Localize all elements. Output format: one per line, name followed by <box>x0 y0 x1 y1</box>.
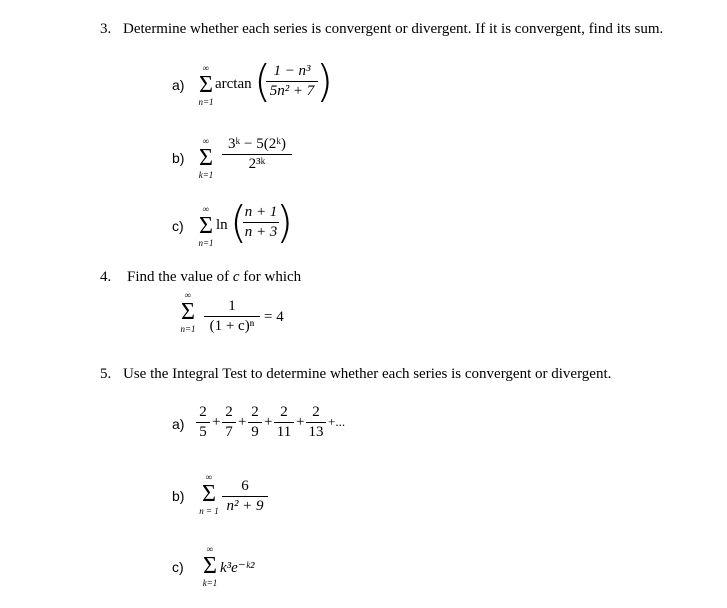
q5a-term-3-den: 9 <box>251 424 259 440</box>
q3-number: 3. <box>100 21 112 37</box>
left-paren-icon: ( <box>230 197 248 248</box>
right-paren-icon: ) <box>276 197 294 248</box>
sigma-icon: Σ <box>202 481 216 507</box>
q5b-label: b) <box>172 488 185 504</box>
q3c-numerator: n + 1 <box>244 204 278 220</box>
q4-prompt <box>127 269 301 286</box>
q5a-term-3 <box>248 404 262 441</box>
q3b-label: b) <box>172 150 185 166</box>
q3a-upper: ∞ <box>202 63 210 73</box>
q5a-plus: + <box>212 414 221 430</box>
q5-prompt: Use the Integral Test to determine whether each series is convergent or divergent. <box>123 366 612 382</box>
q3b-numerator: 3ᵏ − 5(2ᵏ) <box>228 136 286 152</box>
q4-lower: n=1 <box>180 324 196 334</box>
q3c-label: c) <box>172 218 184 234</box>
sigma-icon: Σ <box>199 213 213 239</box>
q5a-tail: +... <box>328 414 346 429</box>
q3a-label: a) <box>172 77 185 93</box>
q3c-upper: ∞ <box>202 204 210 214</box>
q3c-fraction <box>243 204 279 241</box>
q5a-term-2-den: 7 <box>225 424 233 440</box>
q5a-term-4-num: 2 <box>280 404 288 420</box>
q5c-upper: ∞ <box>206 544 214 554</box>
right-paren-icon: ) <box>316 56 334 107</box>
q4-number: 4. <box>100 269 112 285</box>
sigma-icon: Σ <box>203 553 217 579</box>
q5a-label: a) <box>172 416 185 432</box>
q3a-lower: n=1 <box>198 97 214 107</box>
q3b-fraction <box>222 136 292 173</box>
q3a-numerator: 1 − n³ <box>273 63 311 79</box>
q3a-denominator: 5n² + 7 <box>269 83 315 99</box>
q3c-sum <box>196 205 216 248</box>
q5a-term-4 <box>274 404 294 441</box>
q5a-term-5 <box>306 404 326 441</box>
q5c-sum <box>200 545 220 588</box>
q4-prompt-pre: Find the value of <box>127 269 233 285</box>
q3c-func: ln <box>216 217 228 233</box>
q5b-upper: ∞ <box>205 472 213 482</box>
q5a-term-5-num: 2 <box>312 404 320 420</box>
q5b-numerator: 6 <box>241 478 249 494</box>
q4-sum <box>176 291 200 334</box>
q4-upper: ∞ <box>184 290 192 300</box>
q5b-fraction <box>222 478 268 515</box>
q5c-label: c) <box>172 559 184 575</box>
q5a-plus: + <box>238 414 247 430</box>
q4-prompt-post: for which <box>239 269 302 285</box>
q3b-lower: k=1 <box>198 170 214 180</box>
q5a-term-5-den: 13 <box>308 424 324 440</box>
q4-denominator: (1 + c)ⁿ <box>209 318 255 334</box>
q5a-plus: + <box>264 414 273 430</box>
q5a-term-2-num: 2 <box>225 404 233 420</box>
q3a-func: arctan <box>215 76 252 92</box>
q5a-term-2 <box>222 404 236 441</box>
q5b-lower: n = 1 <box>199 506 219 516</box>
q5-number: 5. <box>100 366 112 382</box>
q4-rhs: = 4 <box>264 309 284 325</box>
q5a-term-1-num: 2 <box>199 404 207 420</box>
q3b-sum <box>196 137 216 180</box>
left-paren-icon: ( <box>254 56 272 107</box>
q3a-fraction <box>266 63 318 100</box>
q5a-term-4-den: 11 <box>276 424 292 440</box>
q3b-upper: ∞ <box>202 136 210 146</box>
q5c-expression: k³e⁻ᵏ² <box>220 560 255 576</box>
q5b-sum <box>196 473 222 516</box>
q3a-sum <box>196 64 216 107</box>
q5b-denominator: n² + 9 <box>226 498 264 514</box>
q5a-term-1-den: 5 <box>199 424 207 440</box>
sigma-icon: Σ <box>181 299 195 325</box>
q4-prompt-var: c <box>232 269 240 285</box>
q3-prompt: Determine whether each series is convergent or divergent. If it is convergent, find its sum. <box>123 21 664 37</box>
q5a-plus: + <box>296 414 305 430</box>
q5a-term-1 <box>196 404 210 441</box>
sigma-icon: Σ <box>199 72 213 98</box>
q4-numerator: 1 <box>228 298 236 314</box>
q5c-lower: k=1 <box>202 578 218 588</box>
sigma-icon: Σ <box>199 145 213 171</box>
q3c-denominator: n + 3 <box>244 224 278 240</box>
q4-fraction <box>204 298 260 335</box>
q3c-lower: n=1 <box>198 238 214 248</box>
q5a-term-3-num: 2 <box>251 404 259 420</box>
q3b-denominator: 2³ᵏ <box>248 156 266 172</box>
